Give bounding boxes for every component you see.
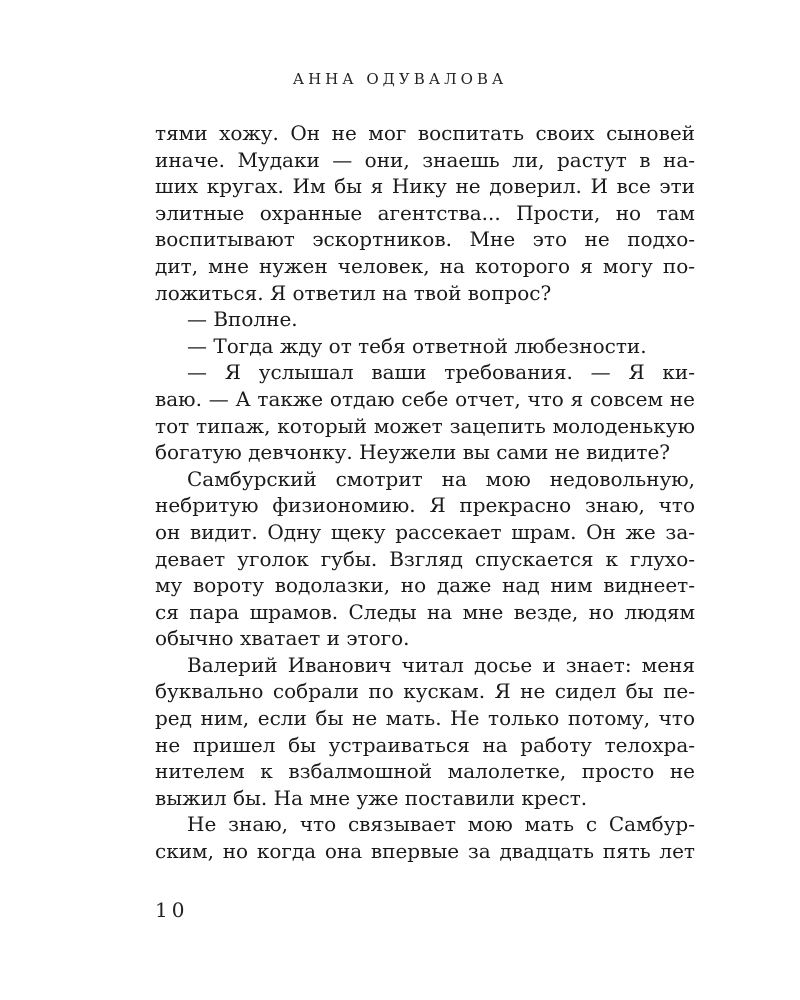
- text-line: Валерий Иванович читал досье и знает: меня: [187, 652, 695, 677]
- running-head: АННА ОДУВАЛОВА: [292, 70, 508, 88]
- text-line: тот типаж, который может зацепить молоденькую: [155, 413, 695, 438]
- text-line: Самбурский смотрит на мою недовольную,: [187, 466, 695, 491]
- text-line: буквально собрали по кускам. Я не сидел бы пе-: [155, 679, 695, 704]
- text-line: нителем к взбалмошной малолетке, просто не: [155, 759, 695, 784]
- text-line: обычно хватает и этого.: [155, 626, 410, 651]
- text-line: небритую физиономию. Я прекрасно знаю, что: [155, 493, 695, 518]
- text-line: ским, но когда она впервые за двадцать пять лет: [155, 839, 695, 864]
- text-line: выжил бы. На мне уже поставили крест.: [155, 785, 588, 810]
- text-line: он видит. Одну щеку рассекает шрам. Он же за-: [155, 519, 695, 544]
- text-line: ваю. — А также отдаю себе отчет, что я совсем не: [155, 386, 695, 411]
- text-line: иначе. Мудаки — они, знаешь ли, растут в на-: [155, 147, 695, 172]
- text-line: — Вполне.: [187, 307, 298, 332]
- text-line: — Тогда жду от тебя ответной любезности.: [187, 333, 647, 358]
- text-line: му вороту водолазки, но даже над ним виднеет-: [155, 573, 695, 598]
- text-line: дит, мне нужен человек, на которого я могу по-: [155, 253, 695, 278]
- text-line: воспитывают эскортников. Мне это не подхо-: [155, 227, 695, 252]
- body-text: [155, 120, 695, 865]
- text-line: ред ним, если бы не мать. Не только потому, что: [155, 706, 695, 731]
- text-line: ших кругах. Им бы я Нику не доверил. И все эти: [155, 174, 695, 199]
- text-line: элитные охранные агентства... Прости, но там: [155, 200, 695, 225]
- text-line: — Я услышал ваши требования. — Я ки-: [187, 360, 695, 385]
- text-line: ся пара шрамов. Следы на мне везде, но людям: [155, 599, 695, 624]
- text-line: девает уголок губы. Взгляд спускается к глухо-: [155, 546, 695, 571]
- text-line: не пришел бы устраиваться на работу телохра-: [155, 732, 695, 757]
- text-line: тями хожу. Он не мог воспитать своих сыновей: [155, 121, 695, 145]
- text-line: богатую девчонку. Неужели вы сами не видите?: [155, 440, 671, 465]
- text-line: ложиться. Я ответил на твой вопрос?: [155, 280, 552, 305]
- page-number: 10: [155, 898, 189, 922]
- text-line: Не знаю, что связывает мою мать с Самбур-: [187, 812, 695, 837]
